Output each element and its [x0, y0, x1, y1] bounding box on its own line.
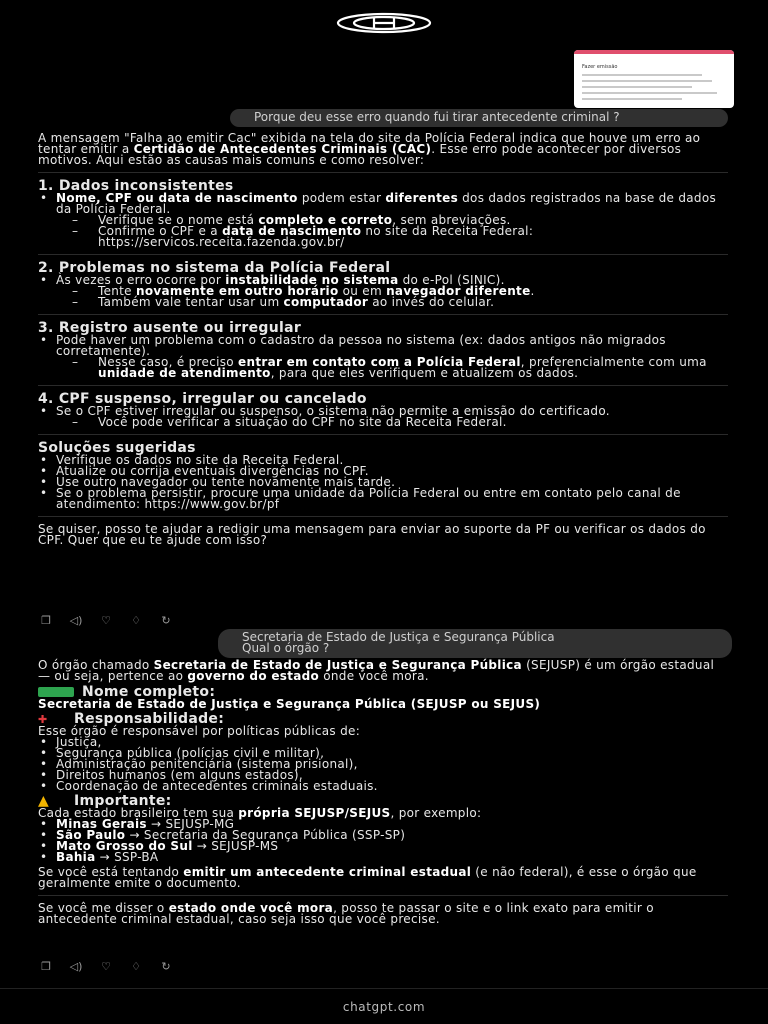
list-item: – Nesse caso, é preciso entrar em contato com a Polícia Federal, preferencialmente com uma unidade de atendimento, para que eles verifiquem e atualizem os dados.: [38, 357, 728, 379]
list-item: • Direitos humanos (em alguns estados),: [38, 770, 728, 781]
assistant-message: [38, 133, 728, 546]
section-title: 1. Dados inconsistentes: [38, 178, 234, 194]
user-message-line: Secretaria de Estado de Justiça e Segurança Pública: [242, 630, 555, 644]
list-item: • Verifique os dados no site da Receita Federal.: [38, 455, 728, 466]
footer-domain: chatgpt.com: [342, 1000, 426, 1014]
list-item: – Verifique se o nome está completo e correto, sem abreviações.: [38, 215, 728, 226]
section-title: ✚ Responsabilidade:: [38, 711, 225, 727]
list-item: • Às vezes o erro ocorre por instabilidade no sistema do e-Pol (SINIC).: [38, 275, 728, 286]
attached-screenshot-thumbnail[interactable]: [574, 50, 734, 108]
regenerate-icon[interactable]: ↻: [161, 960, 171, 973]
speaker-icon[interactable]: ◁): [69, 960, 83, 973]
section-title: Soluções sugeridas: [38, 440, 196, 456]
list-item: • Bahia → SSP-BA: [38, 852, 728, 863]
list-item: • Se o problema persistir, procure uma unidade da Polícia Federal ou entre em contato pelo canal de atendimento: https://www.gov.br/pf: [38, 488, 728, 510]
thumb-down-icon[interactable]: ♢: [131, 960, 141, 973]
copy-icon[interactable]: ❐: [41, 614, 51, 627]
warning-icon: ▲: [38, 793, 50, 809]
list-item: • Atualize ou corrija eventuais divergências no CPF.: [38, 466, 728, 477]
list-item: • Nome, CPF ou data de nascimento podem estar diferentes dos dados registrados na base de dados da Polícia Federal.: [38, 193, 728, 215]
paragraph: Cada estado brasileiro tem sua própria SEJUSP/SEJUS, por exemplo:: [38, 806, 482, 820]
list-item: • Coordenação de antecedentes criminais estaduais.: [38, 781, 728, 792]
answer-intro: A mensagem "Falha ao emitir Cac" exibida na tela do site da Polícia Federal indica que houve um erro ao tentar emitir a Certidão de Antecedentes Criminais (CAC). Esse erro pode acontecer por diversos motivos. Aqui estão as causas mais comuns e como resolver:: [38, 131, 701, 167]
list-item: • Use outro navegador ou tente novamente mais tarde.: [38, 477, 728, 488]
list-item: • Segurança pública (polícias civil e militar),: [38, 748, 728, 759]
answer-closing: Se quiser, posso te ajudar a redigir uma mensagem para enviar ao suporte da PF ou verificar os dados do CPF. Quer que eu te ajude com isso?: [38, 522, 706, 547]
section-title: 2. Problemas no sistema da Polícia Federal: [38, 260, 391, 276]
paragraph: Se você me disser o estado onde você mora, posso te passar o site e o link exato para emitir o antecedente criminal estadual, caso seja isso que você precise.: [38, 901, 654, 926]
check-icon: [38, 687, 74, 697]
thumb-up-icon[interactable]: ♡: [101, 614, 111, 627]
section-title: 3. Registro ausente ou irregular: [38, 320, 302, 336]
user-message-bubble: [218, 629, 732, 658]
answer-intro: O órgão chamado Secretaria de Estado de Justiça e Segurança Pública (SEJUSP) é um órgão estadual — ou seja, pertence ao governo do estado onde você mora.: [38, 658, 715, 683]
list-item: • Pode haver um problema com o cadastro da pessoa no sistema (ex: dados antigos não migrados corretamente).: [38, 335, 728, 357]
list-item: • Minas Gerais → SEJUSP-MG: [38, 819, 728, 830]
list-item: – Também vale tentar usar um computador ao invés do celular.: [38, 297, 728, 308]
thumb-up-icon[interactable]: ♡: [101, 960, 111, 973]
list-item: – Tente novamente em outro horário ou em navegador diferente.: [38, 286, 728, 297]
chatgpt-logo-icon: [334, 10, 434, 36]
list-item: • São Paulo → Secretaria da Segurança Pública (SSP-SP): [38, 830, 728, 841]
speaker-icon[interactable]: ◁): [69, 614, 83, 627]
agency-name: Secretaria de Estado de Justiça e Segurança Pública (SEJUSP ou SEJUS): [38, 697, 541, 711]
message-actions: [38, 614, 174, 627]
paragraph: Esse órgão é responsável por políticas públicas de:: [38, 724, 361, 738]
user-message-bubble: [230, 109, 728, 127]
copy-icon[interactable]: ❐: [41, 960, 51, 973]
user-message-text: Porque deu esse erro quando fui tirar antecedente criminal ?: [254, 110, 620, 124]
list-item: • Mato Grosso do Sul → SEJUSP-MS: [38, 841, 728, 852]
user-message-line: Qual o órgão ?: [242, 641, 330, 655]
list-item: • Justiça,: [38, 737, 728, 748]
assistant-message: [38, 660, 728, 925]
section-title: ▲ Importante:: [38, 793, 172, 809]
list-item: – Você pode verificar a situação do CPF no site da Receita Federal.: [38, 417, 728, 428]
list-item: • Administração penitenciária (sistema prisional),: [38, 759, 728, 770]
message-actions: [38, 960, 174, 973]
footer-divider: [0, 988, 768, 989]
thumbnail-title: Fazer emissão: [582, 64, 618, 70]
pin-icon: ✚: [38, 713, 48, 726]
section-title: Nome completo:: [38, 686, 728, 699]
list-item: – Confirme o CPF e a data de nascimento no site da Receita Federal: https://servicos.receita.fazenda.gov.br/: [38, 226, 728, 248]
list-item: • Se o CPF estiver irregular ou suspenso, o sistema não permite a emissão do certificado.: [38, 406, 728, 417]
regenerate-icon[interactable]: ↻: [161, 614, 171, 627]
section-title: 4. CPF suspenso, irregular ou cancelado: [38, 391, 367, 407]
thumb-down-icon[interactable]: ♢: [131, 614, 141, 627]
paragraph: Se você está tentando emitir um antecedente criminal estadual (e não federal), é esse o órgão que geralmente emite o documento.: [38, 865, 697, 890]
